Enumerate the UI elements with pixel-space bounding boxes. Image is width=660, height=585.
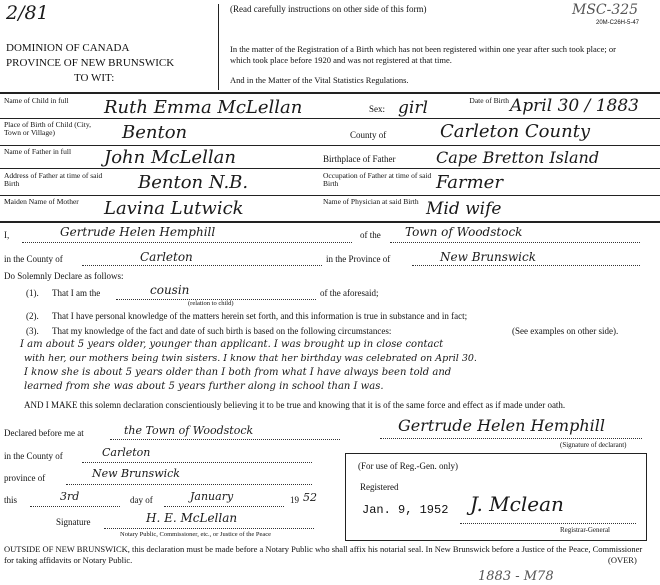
father-name-label: Name of Father in full — [4, 147, 72, 156]
county-label: County of — [350, 130, 387, 140]
item1-number: (1). — [26, 288, 39, 298]
collection-code: MSC-325 — [572, 2, 639, 18]
declared-before-label: Declared before me at — [4, 428, 84, 438]
dob-value: April 30 / 1883 — [510, 96, 639, 116]
registrar-signature: J. Mclean — [470, 492, 564, 516]
declarant-name: Gertrude Helen Hemphill — [60, 225, 216, 239]
dob-label: Date of Birth — [469, 96, 509, 105]
day-value: 3rd — [60, 490, 80, 503]
decl-province-value: New Brunswick — [92, 467, 180, 480]
declarant-province: New Brunswick — [440, 250, 536, 264]
this-label: this — [4, 495, 18, 505]
item1-text: That I am the — [52, 288, 101, 298]
of-the-label: of the — [360, 230, 381, 240]
matter-vital-stats: And in the Matter of the Vital Statistics Regulations. — [230, 75, 409, 85]
mother-maiden-label: Maiden Name of Mother — [4, 197, 79, 206]
father-name-value: John McLellan — [104, 147, 236, 168]
form-code: 20M-C26H-5-47 — [596, 20, 640, 26]
circumstance-line-1: I am about 5 years older, younger than applicant. I was brought up in close contact — [20, 339, 444, 350]
header-towit: TO WIT: — [74, 72, 115, 84]
header-dominion: DOMINION OF CANADA — [6, 42, 130, 54]
item2-number: (2). — [26, 311, 39, 321]
read-instructions-note: (Read carefully instructions on other side of this form) — [230, 4, 427, 14]
notary-signature: H. E. McLellan — [146, 511, 238, 525]
matter-of-registration: In the matter of the Registration of a Birth which has not been registered within one year after such took place; or which took place before 1920 and was not registered at that time. — [230, 44, 616, 65]
file-number: 2/81 — [6, 2, 49, 24]
declared-place: the Town of Woodstock — [124, 424, 254, 437]
child-name-label: Name of Child in full — [4, 96, 69, 105]
declarant-i-label: I, — [4, 230, 10, 240]
declarant-county: Carleton — [140, 250, 193, 264]
header-province: PROVINCE OF NEW BRUNSWICK — [6, 57, 175, 69]
child-name-value: Ruth Emma McLellan — [104, 97, 303, 118]
over-label: (OVER) — [608, 555, 637, 565]
footer-notice: OUTSIDE OF NEW BRUNSWICK, this declaration must be made before a Notary Public who shall affix his notarial seal. In New Brunswick before a Justice of the Peace, Commissioner for taking affidavits or Notary Public. — [4, 544, 643, 565]
physician-label: Name of Physician at said Birth — [323, 197, 419, 206]
declarant-signature: Gertrude Helen Hemphill — [398, 416, 605, 435]
father-occupation-label: Occupation of Father at time of said Birth — [323, 171, 432, 188]
solemnly-declare: Do Solemnly Declare as follows: — [4, 271, 124, 281]
item2-text: That I have personal knowledge of the matters herein set forth, and this information is true in substance and in fact; — [52, 311, 468, 321]
circumstance-line-4: learned from she was about 5 years further along in school than I was. — [24, 381, 384, 392]
item3-number: (3). — [26, 326, 39, 336]
relation-caption: (relation to child) — [188, 300, 234, 307]
decl-province-label: province of — [4, 473, 46, 483]
father-birthplace-value: Cape Bretton Island — [436, 148, 600, 167]
month-value: January — [190, 490, 234, 503]
decl-county-label: in the County of — [4, 451, 63, 461]
father-address-value: Benton N.B. — [138, 172, 249, 193]
reg-use-note: (For use of Reg.-Gen. only) — [358, 461, 458, 471]
county-value: Carleton County — [440, 121, 591, 142]
relation-value: cousin — [150, 283, 190, 297]
solemn-declaration-text: AND I MAKE this solemn declaration conscientiously believing it to be true and knowing that it is of the same force and effect as if made under oath. — [24, 400, 566, 410]
day-of-label: day of — [130, 495, 153, 505]
father-birthplace-label: Birthplace of Father — [323, 154, 396, 164]
examples-note: (See examples on other side). — [512, 326, 619, 336]
sex-value: girl — [398, 98, 428, 118]
in-county-label: in the County of — [4, 254, 63, 264]
item1-aforesaid: of the aforesaid; — [320, 288, 379, 298]
item3-text: That my knowledge of the fact and date of such birth is based on the following circumstances: — [52, 326, 392, 336]
circumstance-line-2: with her, our mothers being twin sisters. I know that her birthday was celebrated on April 30. — [24, 353, 477, 364]
decl-county-value: Carleton — [102, 446, 151, 459]
registered-date: Jan. 9, 1952 — [362, 503, 449, 517]
place-value: Benton — [122, 122, 188, 143]
place-label: Place of Birth of Child (City, Town or Village) — [4, 120, 92, 137]
year-prefix: 19 — [290, 495, 299, 505]
father-address-label: Address of Father at time of said Birth — [4, 171, 103, 188]
father-occupation-value: Farmer — [436, 172, 503, 193]
sex-label: Sex: — [369, 104, 386, 114]
registered-label: Registered — [360, 482, 399, 492]
mother-maiden-value: Lavina Lutwick — [104, 198, 244, 219]
in-province-label: in the Province of — [326, 254, 391, 264]
declarant-town: Town of Woodstock — [405, 225, 523, 239]
circumstance-line-3: I know she is about 5 years older than I both from what I have always been told and — [24, 367, 452, 378]
index-annotation: 1883 - M78 — [478, 569, 554, 584]
signature-label: Signature — [56, 517, 91, 527]
registrar-caption: Registrar-General — [560, 526, 611, 534]
signature-declarant-caption: (Signature of declarant) — [560, 441, 627, 449]
year-value: 52 — [303, 491, 317, 504]
notary-caption: Notary Public, Commissioner, etc., or Justice of the Peace — [120, 531, 272, 538]
physician-value: Mid wife — [426, 199, 502, 219]
